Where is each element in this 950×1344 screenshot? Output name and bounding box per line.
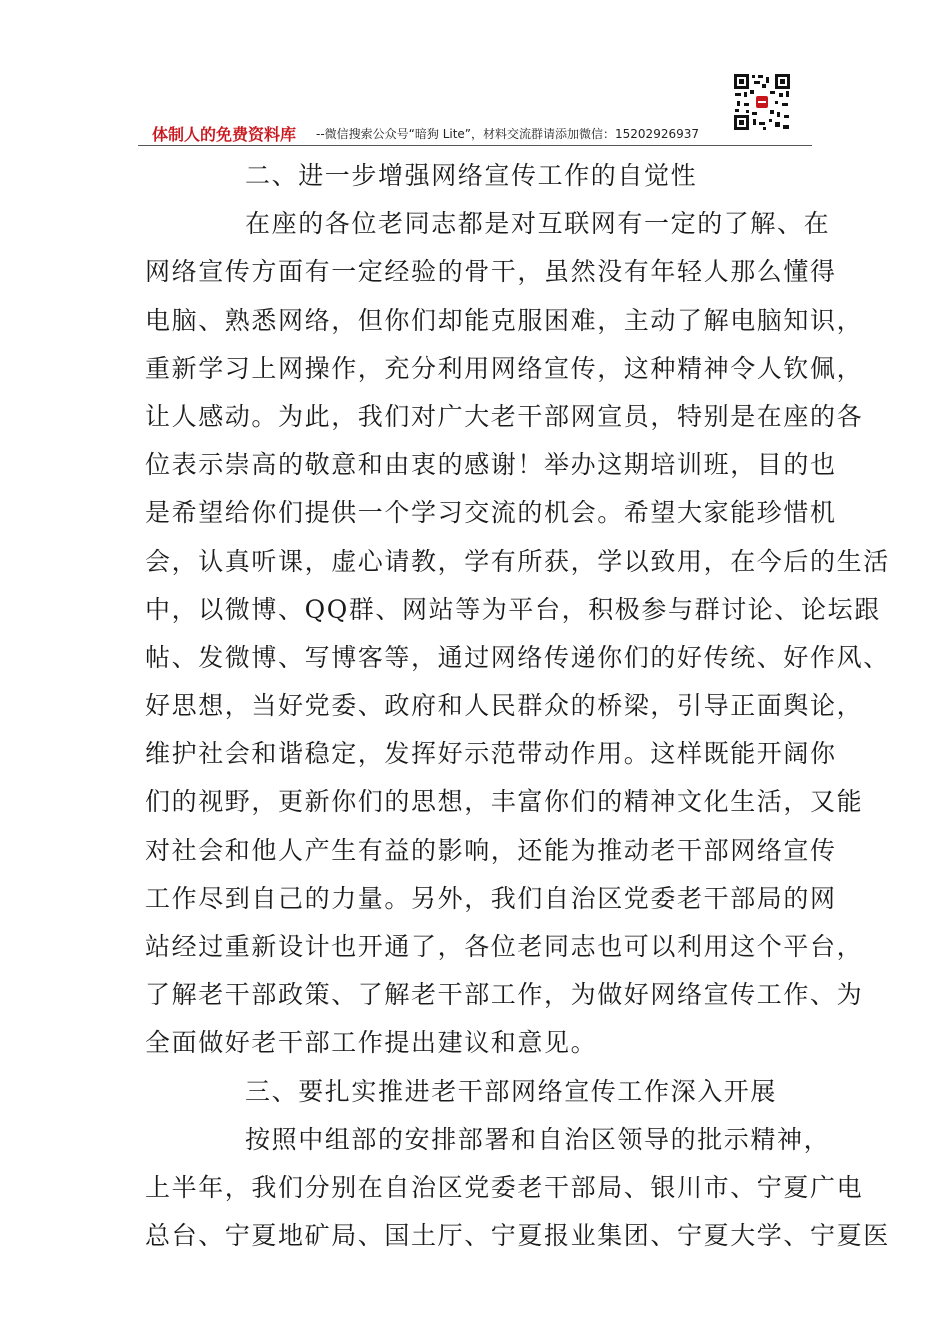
header-divider: [138, 145, 812, 146]
paragraph-line: 维护社会和谐稳定，发挥好示范带动作用。这样既能开阔你: [145, 739, 837, 769]
paragraph-line: 网络宣传方面有一定经验的骨干，虽然没有年轻人那么懂得: [145, 257, 837, 287]
paragraph-line: 站经过重新设计也开通了，各位老同志也可以利用这个平台，: [145, 932, 864, 961]
header-bar: [138, 120, 812, 146]
paragraph-line: 按照中组部的安排部署和自治区领导的批示精神，: [245, 1124, 831, 1154]
paragraph-line: 让人感动。为此，我们对广大老干部网宣员，特别是在座的各: [145, 401, 864, 431]
paragraph-line: 中，以微博、QQ群、网站等为平台，积极参与群讨论、论坛跟: [145, 594, 881, 624]
paragraph-line: 总台、宁夏地矿局、国土厅、宁夏报业集团、宁夏大学、宁夏医: [145, 1221, 890, 1251]
paragraph-line: 好思想，当好党委、政府和人民群众的桥梁，引导正面舆论，: [145, 691, 864, 721]
paragraph-line: 在座的各位老同志都是对互联网有一定的了解、在: [245, 209, 831, 239]
paragraph-line: 了解老干部政策、了解老干部工作，为做好网络宣传工作、为: [145, 980, 864, 1010]
document-body: [145, 152, 890, 1260]
paragraph-line: 会，认真听课，虚心请教，学有所获，学以致用，在今后的生活: [145, 546, 890, 576]
paragraph-line: 全面做好老干部工作提出建议和意见。: [145, 1028, 598, 1058]
paragraph-line: 帖、发微博、写博客等，通过网络传递你们的好传统、好作风、: [145, 642, 890, 672]
paragraph-line: 电脑、熟悉网络，但你们却能克服困难，主动了解电脑知识，: [145, 305, 864, 335]
section-heading: 三、要扎实推进老干部网络宣传工作深入开展: [245, 1076, 778, 1106]
paragraph-line: 们的视野，更新你们的思想，丰富你们的精神文化生活，又能: [145, 787, 864, 817]
paragraph-line: 是希望给你们提供一个学习交流的机会。希望大家能珍惜机: [145, 498, 837, 528]
paragraph-line: 对社会和他人产生有益的影响，还能为推动老干部网络宣传: [145, 835, 837, 865]
paragraph-line: 重新学习上网操作，充分利用网络宣传，这种精神令人钦佩，: [145, 353, 864, 383]
paragraph-line: 位表示崇高的敬意和由衷的感谢！举办这期培训班，目的也: [145, 450, 837, 480]
section-heading: 二、进一步增强网络宣传工作的自觉性: [245, 161, 698, 190]
header-tagline: --微信搜索公众号“暗狗 Lite”，材料交流群请添加微信：15202926937: [316, 127, 699, 141]
paragraph-line: 工作尽到自己的力量。另外，我们自治区党委老干部局的网: [145, 883, 837, 913]
brand-title: 体制人的免费资料库: [152, 125, 297, 144]
paragraph-line: 上半年，我们分别在自治区党委老干部局、银川市、宁夏广电: [145, 1172, 864, 1202]
